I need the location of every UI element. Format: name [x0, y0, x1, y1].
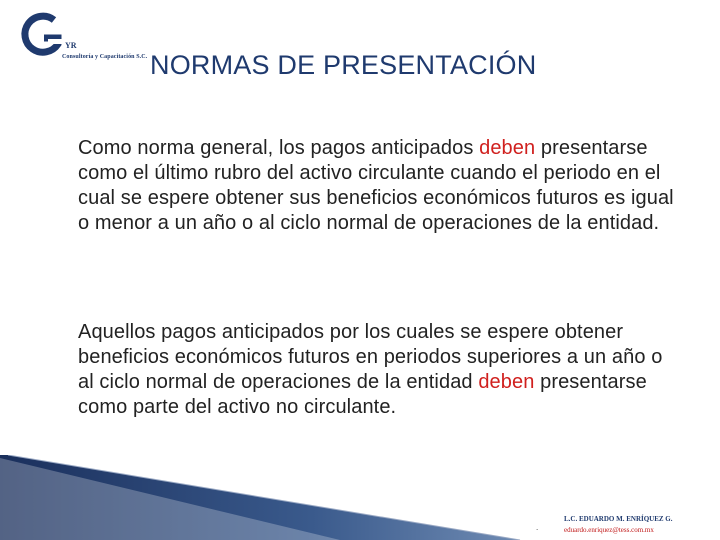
paragraph-non-current-assets: [78, 320, 678, 420]
paragraph-text: Aquellos pagos anticipados por los cuales se espere obtener beneficios económicos futuros en periodos superiores a un año o al ciclo normal de operaciones de la entidad: [78, 321, 663, 393]
paragraph-text: presentarse como el último rubro del activo circulante cuando el periodo en el cual se espere obtener sus beneficios económicos futuros es igual o menor a un año o al ciclo normal de operaciones de la entidad.: [78, 137, 674, 234]
company-logo: [14, 10, 170, 62]
paragraph-text: Como norma general, los pagos anticipados: [78, 137, 480, 159]
footer-email: eduardo.enriquez@tess.com.mx: [564, 526, 654, 534]
logo-letters: YR: [65, 41, 77, 50]
paragraph-current-assets: [78, 136, 678, 236]
logo-tagline: Consultoría y Capacitación S.C.: [62, 54, 148, 60]
highlight-word: deben: [479, 137, 536, 159]
paragraph-text: presentarse como parte del activo no circulante.: [78, 371, 647, 418]
footer-author-name: L.C. EDUARDO M. ENRÍQUEZ G.: [564, 515, 673, 523]
footer-bullet: .: [536, 523, 539, 532]
highlight-word: deben: [478, 371, 535, 393]
slide-title: NORMAS DE PRESENTACIÓN: [150, 50, 537, 80]
